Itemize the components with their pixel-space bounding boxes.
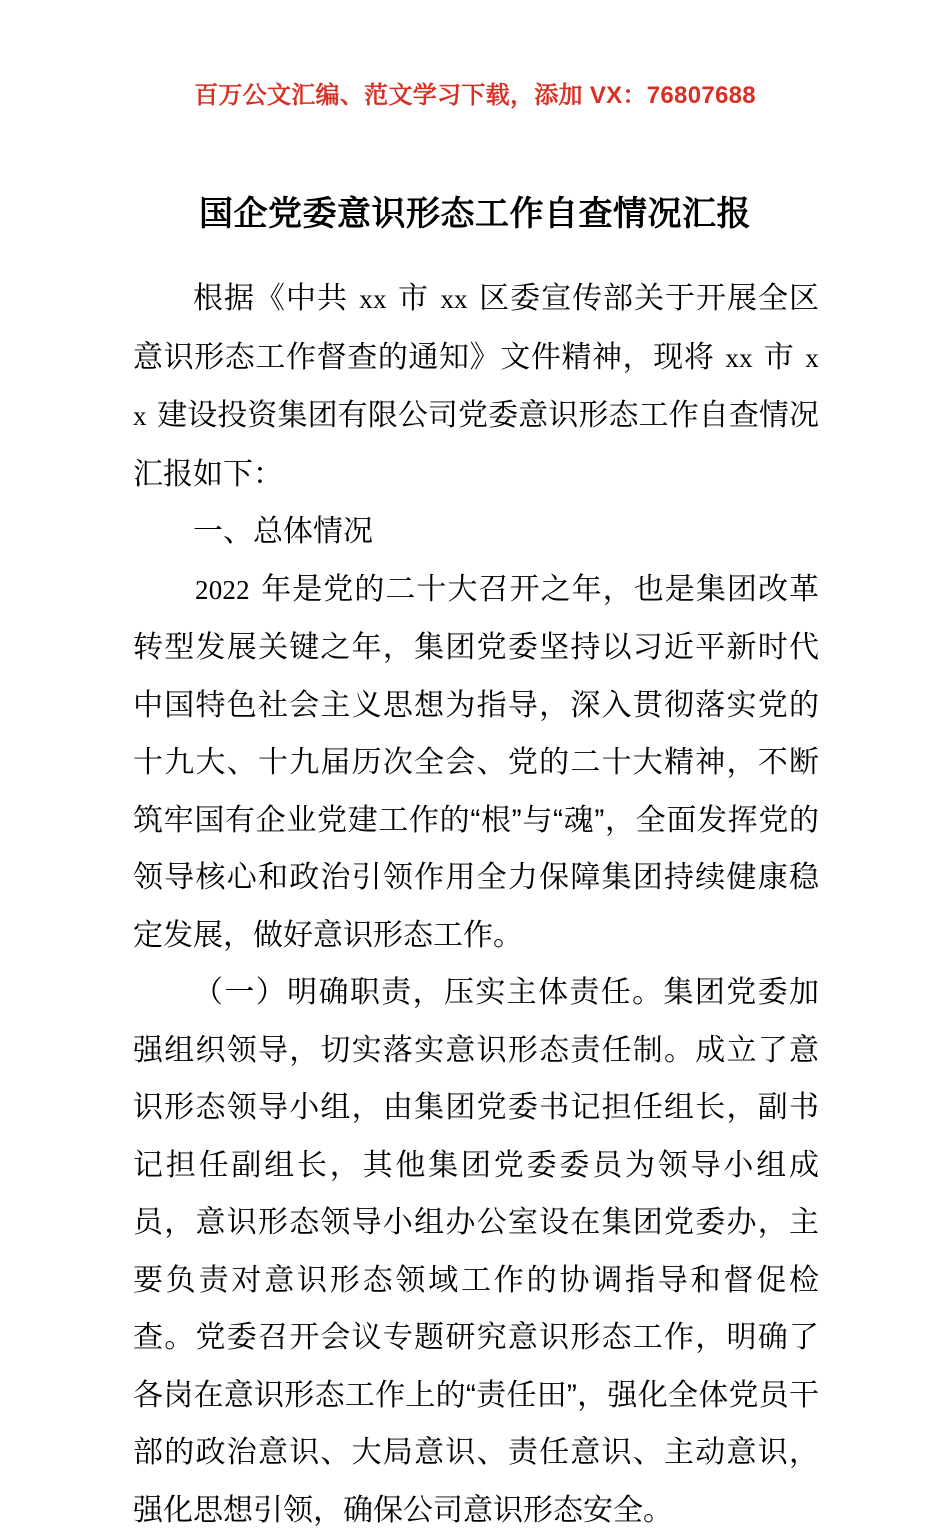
document-body [133, 270, 819, 1539]
paragraph-intro: 根据《中共 xx 市 xx 区委宣传部关于开展全区意识形态工作督查的通知》文件精神，现将 xx 市 xx 建设投资集团有限公司党委意识形态工作自查情况汇报如下： [133, 282, 820, 491]
latin-run: xx [133, 342, 819, 431]
promo-watermark-text: 百万公文汇编、范文学习下载，添加 VX：76807688 [194, 82, 756, 109]
section-heading-overall-situation: 一、总体情况 [193, 515, 373, 548]
latin-run: xx [725, 342, 753, 373]
paragraph-subsection-one: （一）明确职责，压实主体责任。集团党委加强组织领导，切实落实意识形态责任制。成立了意识形态领导小组，由集团党委书记担任组长，副书记担任副组长，其他集团党委委员为领导小组成员，意识形态领导小组办公室设在集团党委办，主要负责对意识形态领域工作的协调指导和督促检查。党委召开会议专题研究意识形态工作，明确了各岗在意识形态工作上的“责任田”，强化全体党员干部的政治意识、大局意识、责任意识、主动意识，强化思想引领，确保公司意识形态安全。 [133, 976, 819, 1527]
promo-watermark-header [0, 80, 950, 112]
latin-run: xx [440, 284, 468, 314]
latin-run: xx [359, 284, 387, 314]
latin-run: 2022 [195, 574, 250, 605]
document-title: 国企党委意识形态工作自查情况汇报 [199, 194, 751, 233]
paragraph-overall-situation: 2022 年是党的二十大召开之年，也是集团改革转型发展关键之年，集团党委坚持以习近平新时代中国特色社会主义思想为指导，深入贯彻落实党的十九大、十九届历次全会、党的二十大精神，不断筑牢国有企业党建工作的“根”与“魂”，全面发挥党的领导核心和政治引领作用全力保障集团持续健康稳定发展，做好意识形态工作。 [133, 572, 819, 952]
